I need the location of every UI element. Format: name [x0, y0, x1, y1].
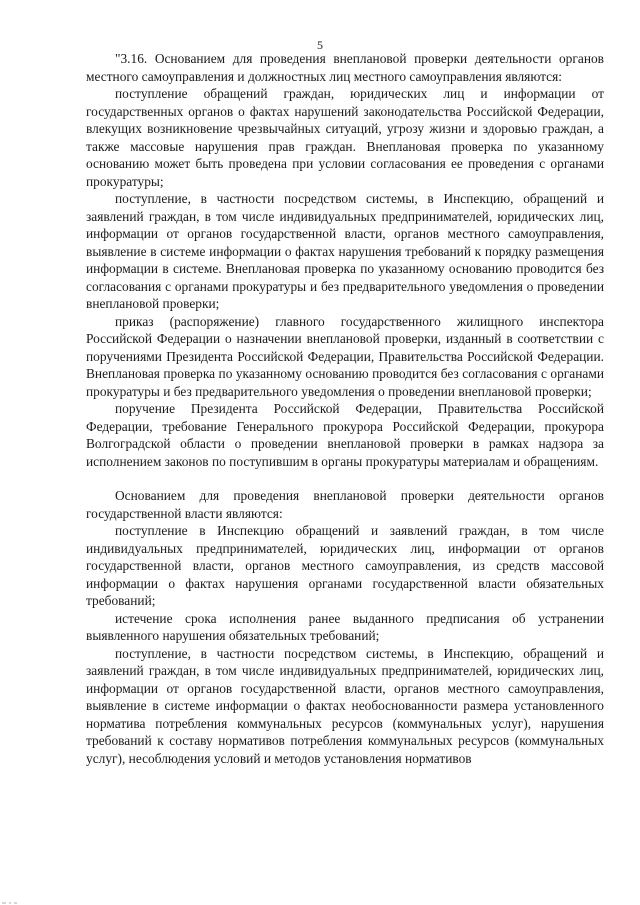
paragraph-inspector-order: приказ (распоряжение) главного государственного жилищного инспектора Российской Федерации о назначении внеплановой проверки, изданный в соответствии с поручениями Президента Российской Федерации, Правительства Российской Федерации. Внеплановая проверка по указанному основанию проводится без согласования с органами прокуратуры и без предварительного уведомления о проведении внеплановой проверки; — [86, 313, 604, 399]
paragraph-system-appeals-norms: поступление, в частности посредством системы, в Инспекцию, обращений и заявлений граждан, в том числе индивидуальных предпринимателей, юридических лиц, информации от органов государственной власти, органов местного самоуправления, выявление в системе информации о фактах необоснованности размера установленного норматива потребления коммунальных ресурсов (коммунальных услуг), нарушения требований к составу нормативов потребления коммунальных ресурсов (коммунальных услуг), несоблюдения условий и методов установления нормативов — [86, 645, 604, 766]
document-body — [86, 50, 604, 767]
paragraph-state-bodies-intro: Основанием для проведения внеплановой проверки деятельности органов государственной власти являются: — [86, 488, 604, 521]
page-number: 5 — [317, 38, 323, 52]
scan-artifact-mark — [0, 899, 20, 905]
paragraph-president-instruction: поручение Президента Российской Федерации, Правительства Российской Федерации, требование Генерального прокурора Российской Федерации, прокурора Волгоградской области о проведении внеплановой проверки в рамках надзора за исполнением законов по поступившим в органы прокуратуры материалам и обращениям. — [86, 401, 604, 469]
paragraph-inspection-appeals: поступление в Инспекцию обращений и заявлений граждан, в том числе индивидуальных предпринимателей, юридических лиц, информации от органов государственной власти, органов местного самоуправления, из средств массовой информации о фактах нарушения органами государственной власти обязательных требований; — [86, 523, 604, 608]
section-gap — [86, 470, 604, 487]
paragraph-system-appeals: поступление, в частности посредством системы, в Инспекцию, обращений и заявлений граждан, в том числе индивидуальных предпринимателей, юридических лиц, информации от органов государственной власти, органов местного самоуправления, выявление в системе информации о фактах нарушения требований к порядку размещения информации в системе. Внеплановая проверка по указанному основанию проводится без согласования с органами прокуратуры и без предварительного уведомления о проведении внеплановой проверки; — [86, 191, 604, 311]
paragraph-3-16-intro: "3.16. Основанием для проведения внеплановой проверки деятельности органов местного самоуправления и должностных лиц местного самоуправления являются: — [86, 51, 604, 84]
paragraph-citizen-appeals: поступление обращений граждан, юридических лиц и информации от государственных органов о фактах нарушений законодательства Российской Федерации, влекущих возникновение чрезвычайных ситуаций, угрозу жизни и здоровью граждан, а также массовые нарушения прав граждан. Внеплановая проверка по указанному основанию может быть проведена при условии согласования ее проведения с органами прокуратуры; — [86, 86, 604, 189]
paragraph-order-expiry: истечение срока исполнения ранее выданного предписания об устранении выявленного нарушения обязательных требований; — [86, 610, 604, 643]
